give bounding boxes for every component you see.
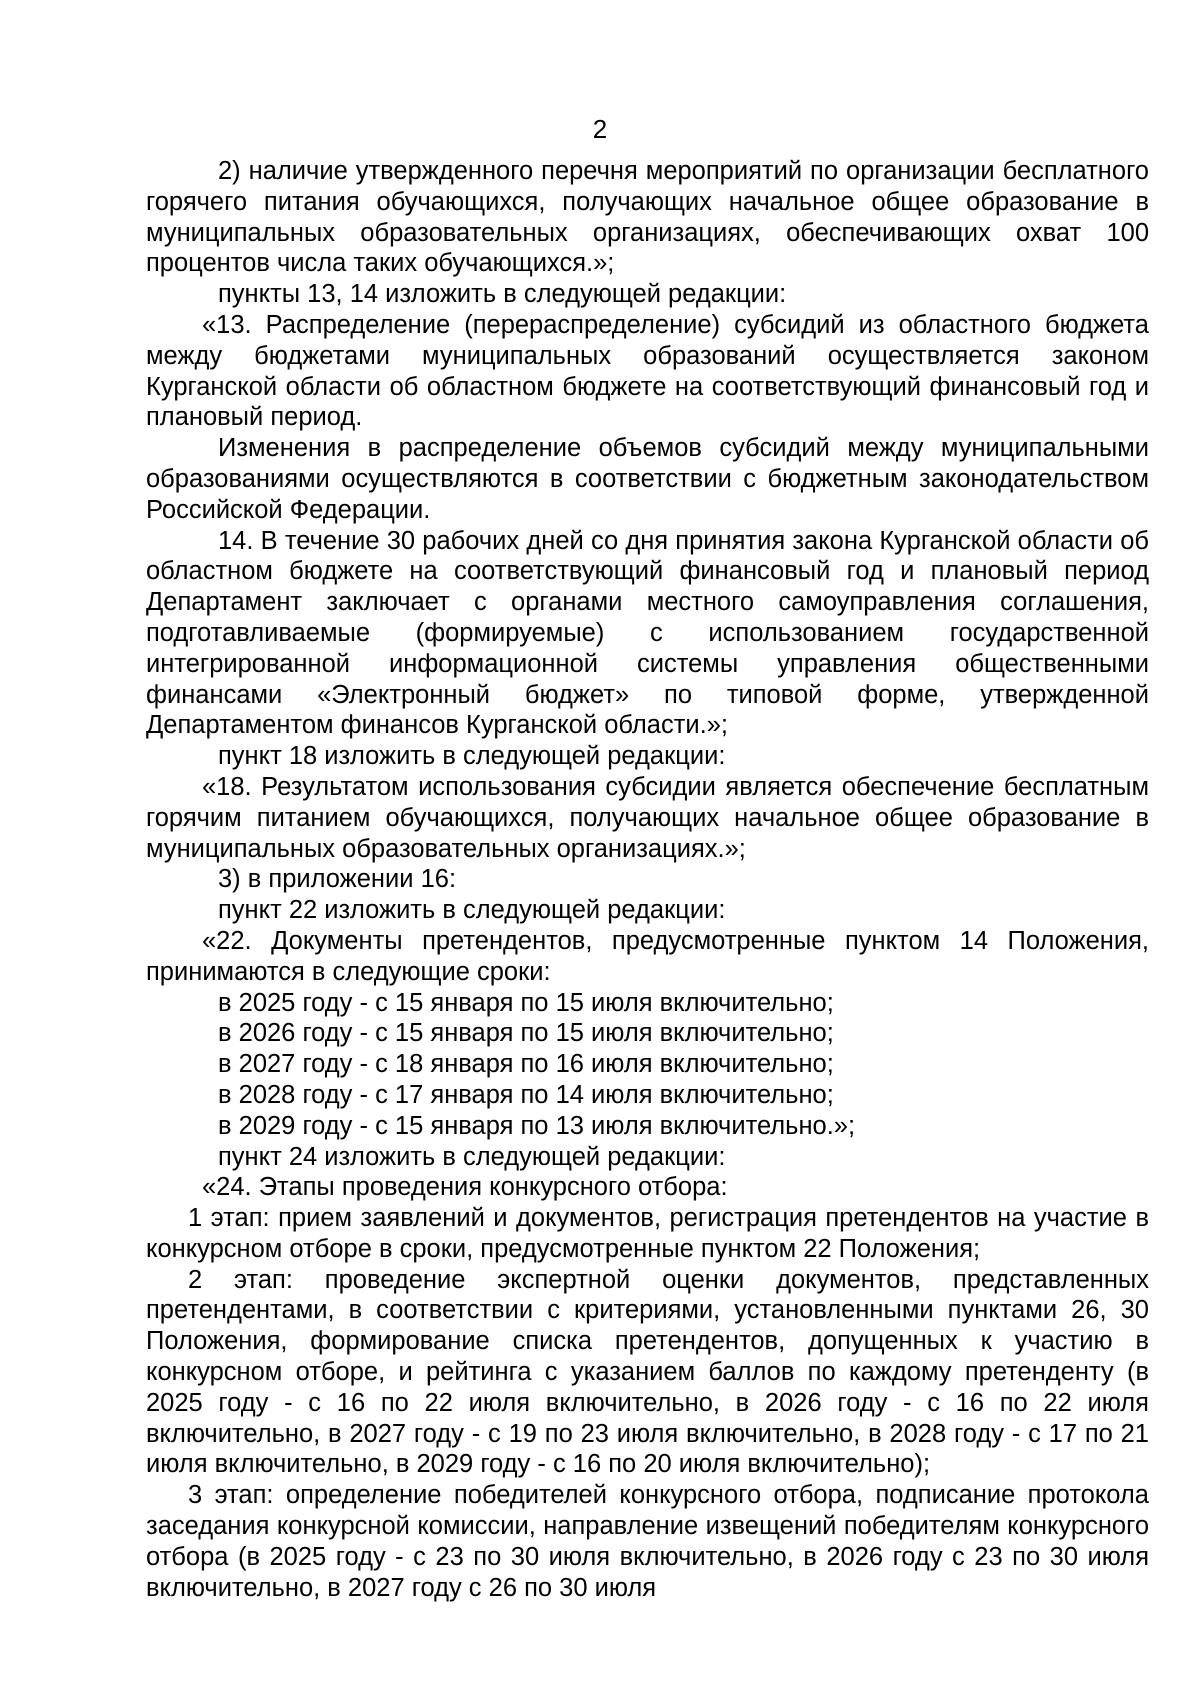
paragraph-point-24: «24. Этапы проведения конкурсного отбора: <box>202 1173 728 1202</box>
list-item-2027: в 2027 году - с 18 января по 16 июля включительно; <box>218 1050 834 1079</box>
list-item-2028: в 2028 году - с 17 января по 14 июля включительно; <box>218 1080 834 1109</box>
page-number: 2 <box>592 114 608 144</box>
paragraph-stage-2: 2 этап: проведение экспертной оценки документов, представленных претендентами, в соответствии с критериями, установленными пунктами 26, 30 Положения, формирование списка претендентов, допущенных к участию в конкурсном отборе, и рейтинга с указанием баллов по каждому претенденту (в 2025 году - с 16 по 22 июля включительно, в 2026 году - с 16 по 22 июля включительно, в 2027 году - с 19 по 23 июля включительно, в 2028 году - с 17 по 21 июля включительно, в 2029 году - с 16 по 20 июля включительно); <box>146 1265 1149 1479</box>
paragraph-point-13: «13. Распределение (перераспределение) субсидий из областного бюджета между бюджетами муниципальных образований осуществляется законом Курганской области об областном бюджете на соответствующий финансовый год и плановый период. <box>146 310 1149 432</box>
paragraph-intro-point-18: пункт 18 изложить в следующей редакции: <box>218 742 726 771</box>
paragraph-intro-point-24: пункт 24 изложить в следующей редакции: <box>218 1142 726 1171</box>
paragraph-stage-3: 3 этап: определение победителей конкурсного отбора, подписание протокола заседания конкурсной комиссии, направление извещений победителям конкурсного отбора (в 2025 году - с 23 по 30 июля включительно, в 2026 году с 23 по 30 июля включительно, в 2027 году с 26 по 30 июля <box>146 1481 1149 1602</box>
paragraph-item-2: 2) наличие утвержденного перечня мероприятий по организации бесплатного горячего питания обучающихся, получающих начальное общее образование в муниципальных образовательных организациях, обеспечивающих охват 100 процентов числа таких обучающихся.»; <box>146 157 1149 278</box>
document-body <box>146 156 1149 1603</box>
list-item-2025: в 2025 году - с 15 января по 15 июля включительно; <box>218 988 834 1017</box>
list-item-2026: в 2026 году - с 15 января по 15 июля включительно; <box>218 1019 834 1048</box>
paragraph-intro-points-13-14: пункты 13, 14 изложить в следующей редакции: <box>218 280 787 309</box>
paragraph-stage-1: 1 этап: прием заявлений и документов, регистрация претендентов на участие в конкурсном отборе в сроки, предусмотренные пунктом 22 Положения; <box>146 1204 1149 1263</box>
paragraph-intro-point-22: пункт 22 изложить в следующей редакции: <box>218 896 726 925</box>
paragraph-point-14: 14. В течение 30 рабочих дней со дня принятия закона Курганской области об областном бюджете на соответствующий финансовый год и плановый период Департамент заключает с органами местного самоуправления соглашения, подготавливаемые (формируемые) с использованием государственной интегрированной информационной системы управления общественными финансами «Электронный бюджет» по типовой форме, утвержденной Департаментом финансов Курганской области.»; <box>146 526 1149 740</box>
paragraph-point-22: «22. Документы претендентов, предусмотренные пунктом 14 Положения, принимаются в следующие сроки: <box>146 926 1149 986</box>
paragraph-distribution-changes: Изменения в распределение объемов субсидий между муниципальными образованиями осуществляются в соответствии с бюджетным законодательством Российской Федерации. <box>146 434 1149 524</box>
paragraph-point-18: «18. Результатом использования субсидии является обеспечение бесплатным горячим питанием обучающихся, получающих начальное общее образование в муниципальных образовательных организациях.»; <box>146 772 1149 863</box>
list-item-2029: в 2029 году - с 15 января по 13 июля включительно.»; <box>218 1111 856 1140</box>
paragraph-item-3: 3) в приложении 16: <box>218 865 457 894</box>
